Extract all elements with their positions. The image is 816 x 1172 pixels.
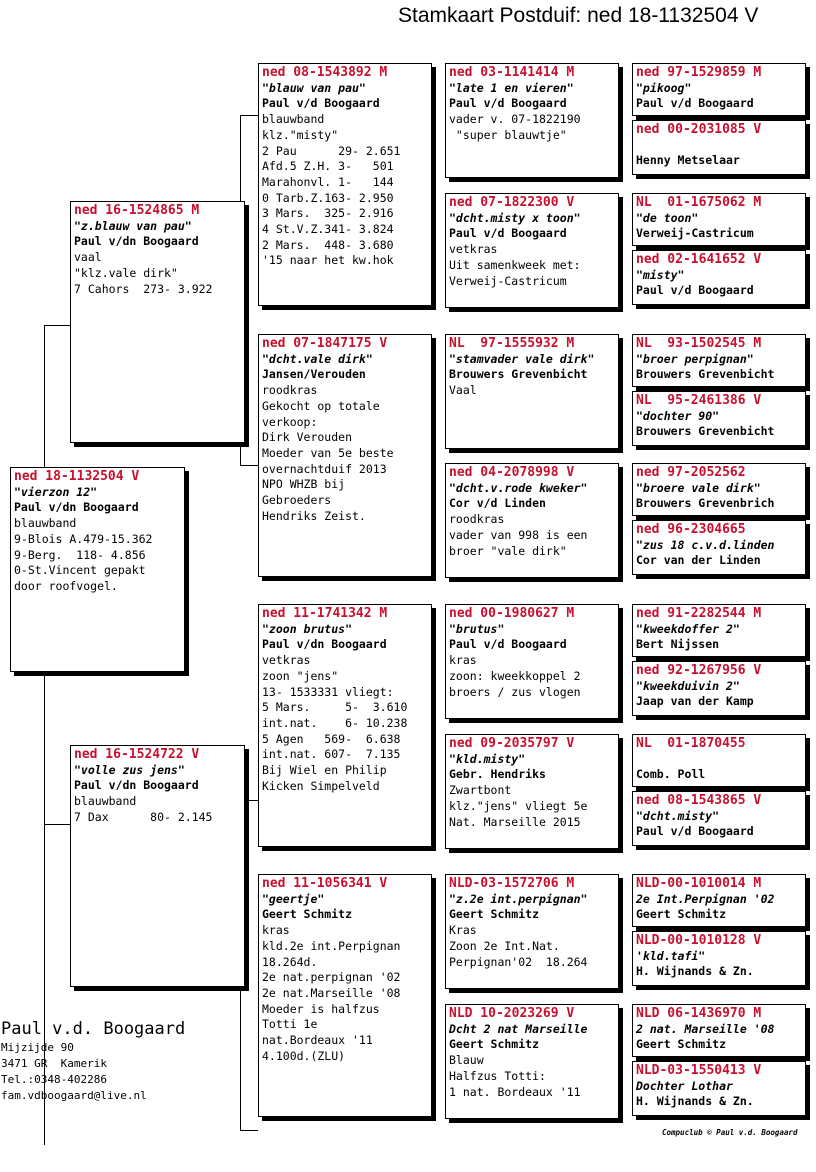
pigeon-name: "kld.misty" [449, 751, 526, 766]
connector-line [240, 465, 258, 466]
connector-line [44, 824, 70, 825]
note-line: Afd.5 Z.H. 3- 501 [262, 159, 394, 174]
note-line: door roofvogel. [14, 578, 118, 593]
note-line: Zwartbont [449, 783, 512, 798]
note-line: Bij Wiel en Philip [262, 763, 387, 778]
owner-name: Brouwers Grevenbicht [636, 424, 775, 439]
owner-name: H. Wijnands & Zn. [636, 964, 754, 979]
note-line: vader v. 07-1822190 [449, 112, 581, 127]
ring-number: ned 91-2282544 M [636, 606, 762, 621]
connector-line [620, 85, 621, 140]
pigeon-name: "volle zus jens" [74, 762, 185, 777]
note-line: blauwband [14, 516, 77, 531]
connector-line [620, 770, 621, 810]
breeder-name: Paul v.d. Boogaard [1, 1019, 186, 1039]
owner-name: Brouwers Grevenbicht [636, 367, 775, 382]
pigeon-card-ancestor [632, 334, 806, 387]
owner-name: Geert Schmitz [262, 907, 353, 922]
note-line: 2e nat.Marseille '08 [262, 985, 401, 1000]
ring-number: NL 93-1502545 M [636, 336, 762, 351]
note-line: 0 Tarb.Z.163- 2.950 [262, 190, 394, 205]
ring-number: NLD 06-1436970 M [636, 1006, 762, 1021]
note-line: vaal [74, 250, 102, 265]
note-line: 4.100d.(ZLU) [262, 1048, 346, 1063]
pigeon-name: "broer perpignan" [636, 351, 754, 366]
note-line: overnachtduif 2013 [262, 461, 387, 476]
ring-number: ned 11-1056341 V [262, 876, 388, 891]
owner-name: Paul v/d Boogaard [636, 283, 754, 298]
pigeon-card-ancestor [632, 520, 806, 575]
owner-name: Henny Metselaar [636, 153, 740, 168]
note-line: Blauw [449, 1053, 484, 1068]
note-line: vetkras [262, 653, 311, 668]
note-line: Totti 1e [262, 1017, 318, 1032]
note-line: Nat. Marseille 2015 [449, 814, 581, 829]
pigeon-name: "late 1 en vieren" [449, 80, 574, 95]
ring-number: ned 08-1543892 M [262, 65, 388, 80]
pigeon-card-great-grandparent [445, 463, 619, 578]
ring-number: ned 96-2304665 [636, 522, 746, 537]
pigeon-card-grandparent [258, 874, 432, 1117]
note-line: 2e nat.perpignan '02 [262, 970, 401, 985]
connector-line [240, 1130, 258, 1131]
note-line: 9-Blois A.479-15.362 [14, 531, 153, 546]
ring-number: NLD-00-1010128 V [636, 933, 762, 948]
note-line: vader van 998 is een [449, 527, 588, 542]
ring-number: ned 07-1822300 V [449, 195, 575, 210]
owner-name: Bert Nijssen [636, 637, 720, 652]
note-line: int.nat. 607- 7.135 [262, 747, 401, 762]
owner-name: Paul v/d Boogaard [636, 824, 754, 839]
pigeon-card-ancestor [632, 193, 806, 246]
note-line: 9-Berg. 118- 4.856 [14, 547, 146, 562]
note-line: 7 Dax 80- 2.145 [74, 809, 213, 824]
note-line: "super blauwtje" [449, 127, 567, 142]
note-line: 0-St.Vincent gepakt [14, 563, 146, 578]
pigeon-name: "de toon" [636, 210, 699, 225]
note-line: Gekocht op totale [262, 398, 380, 413]
ring-number: ned 18-1132504 V [14, 469, 140, 484]
connector-line [44, 325, 70, 326]
owner-name: Brouwers Grevenbicht [449, 367, 588, 382]
note-line: 13- 1533331 vliegt: [262, 684, 394, 699]
note-line: kras [449, 653, 477, 668]
pigeon-card-ancestor [632, 63, 806, 116]
pigeon-card-ancestor [632, 734, 806, 787]
note-line: broers / zus vlogen [449, 684, 581, 699]
note-line: 3 Mars. 325- 2.916 [262, 206, 394, 221]
pigeon-card-ancestor [632, 391, 806, 446]
note-line: Moeder is halfzus [262, 1001, 380, 1016]
breeder-address [1, 1018, 185, 1104]
ring-number: ned 16-1524722 V [74, 747, 200, 762]
note-line: Gebroeders [262, 493, 332, 508]
pigeon-name: "kweekdoffer 2" [636, 621, 740, 636]
owner-name: Verweij-Castricum [636, 226, 754, 241]
pigeon-name: "dcht.v.rode kweker" [449, 480, 588, 495]
note-line: blauwband [74, 794, 137, 809]
pigeon-name: "dcht.vale dirk" [262, 351, 373, 366]
note-line: NPO WHZB bij [262, 477, 346, 492]
note-line: "klz.vale dirk" [74, 265, 178, 280]
owner-name: Paul v/d Boogaard [449, 226, 567, 241]
ring-number: NL 95-2461386 V [636, 393, 762, 408]
owner-name: Paul v/dn Boogaard [14, 500, 139, 515]
pigeon-card-grandparent [258, 604, 432, 847]
ring-number: ned 02-1641652 V [636, 252, 762, 267]
ring-number: ned 04-2078998 V [449, 465, 575, 480]
note-line: 1 nat. Bordeaux '11 [449, 1084, 581, 1099]
note-line: roodkras [262, 383, 318, 398]
pigeon-name: "zus 18 c.v.d.linden [636, 537, 775, 552]
pigeon-card-great-grandparent [445, 734, 619, 849]
pigeon-card-father [70, 201, 245, 443]
note-line: int.nat. 6- 10.238 [262, 715, 408, 730]
pigeon-name: "z.2e int.perpignan" [449, 891, 588, 906]
pigeon-name: "pikoog" [636, 80, 692, 95]
note-line: nat.Bordeaux '11 [262, 1033, 373, 1048]
owner-name: Paul v/d Boogaard [449, 96, 567, 111]
owner-name: Geert Schmitz [449, 907, 540, 922]
pigeon-card-subject [10, 467, 185, 672]
copyright-notice: Compuclub © Paul v.d. Boogaard [662, 1128, 798, 1137]
note-line: Hendriks Zeist. [262, 508, 366, 523]
connector-line [620, 900, 621, 955]
ring-number: ned 07-1847175 V [262, 336, 388, 351]
pigeon-name: "blauw van pau" [262, 80, 366, 95]
owner-name: Geert Schmitz [636, 1037, 727, 1052]
note-line: 5 Mars. 5- 3.610 [262, 700, 408, 715]
owner-name: Gebr. Hendriks [449, 767, 546, 782]
connector-line [620, 630, 621, 685]
pigeon-card-ancestor [632, 874, 806, 927]
note-line: klz."misty" [262, 127, 339, 142]
note-line: 2 Pau 29- 2.651 [262, 143, 401, 158]
owner-name: Brouwers Grevenbrich [636, 496, 775, 511]
pigeon-card-great-grandparent [445, 63, 619, 178]
note-line: zoon "jens" [262, 668, 339, 683]
note-line: Moeder van 5e beste [262, 445, 394, 460]
pigeon-name: 'kld.tafi" [636, 948, 706, 963]
note-line: '15 naar het kw.hok [262, 253, 394, 268]
owner-name: Paul v/dn Boogaard [74, 778, 199, 793]
owner-name: Cor van der Linden [636, 553, 761, 568]
connector-line [240, 115, 258, 116]
note-line: Uit samenkweek met: [449, 257, 581, 272]
note-line: Verweij-Castricum [449, 273, 567, 288]
note-line: Kicken Simpelveld [262, 778, 380, 793]
ring-number: ned 11-1741342 M [262, 606, 388, 621]
ring-number: ned 92-1267956 V [636, 663, 762, 678]
pigeon-card-grandparent [258, 334, 432, 577]
ring-number: ned 03-1141414 M [449, 65, 575, 80]
connector-line [620, 475, 621, 530]
breeder-phone: Tel.:0348-402286 [1, 1073, 107, 1086]
ring-number: NLD 10-2023269 V [449, 1006, 575, 1021]
owner-name: Paul v/dn Boogaard [262, 637, 387, 652]
pigeon-name: "kweekduivin 2" [636, 678, 740, 693]
pigeon-name [636, 752, 802, 768]
pigeon-name: "dcht.misty x toon" [449, 210, 581, 225]
note-line: verkoop: [262, 414, 318, 429]
ring-number: ned 16-1524865 M [74, 203, 200, 218]
note-line: roodkras [449, 512, 505, 527]
note-line: vetkras [449, 242, 498, 257]
note-line: Kras [449, 923, 477, 938]
note-line: 5 Agen 569- 6.638 [262, 731, 401, 746]
breeder-city: 3471 GR Kamerik [1, 1057, 107, 1070]
pigeon-name: "broere vale dirk" [636, 480, 761, 495]
owner-name: Geert Schmitz [449, 1037, 540, 1052]
pigeon-card-ancestor [632, 1061, 806, 1116]
owner-name: H. Wijnands & Zn. [636, 1094, 754, 1109]
owner-name: Comb. Poll [636, 767, 706, 782]
connector-line [620, 1030, 621, 1085]
page-title: Stamkaart Postduif: ned 18-1132504 V [398, 4, 759, 27]
note-line: blauwband [262, 112, 325, 127]
connector-line [620, 215, 621, 270]
pigeon-card-mother [70, 745, 245, 987]
pigeon-card-ancestor [632, 250, 806, 305]
note-line: 2 Mars. 448- 3.680 [262, 237, 394, 252]
owner-name: Paul v/d Boogaard [262, 96, 380, 111]
note-line: zoon: kweekkoppel 2 [449, 668, 581, 683]
pigeon-card-great-grandparent [445, 334, 619, 449]
pigeon-card-ancestor [632, 931, 806, 986]
pigeon-card-great-grandparent [445, 193, 619, 308]
ring-number: NL 01-1870455 [636, 736, 746, 751]
pigeon-name [636, 138, 802, 154]
pigeon-name: "brutus" [449, 621, 505, 636]
note-line: Marahonvl. 1- 144 [262, 174, 394, 189]
pigeon-name: 2e Int.Perpignan '02 [636, 891, 775, 906]
pigeon-name: Dochter Lothar [636, 1078, 733, 1093]
note-line: broer "vale dirk" [449, 543, 567, 558]
pigeon-card-grandparent [258, 63, 432, 306]
note-line: Vaal [449, 383, 477, 398]
pigeon-name: "z.blauw van pau" [74, 218, 192, 233]
note-line: 18.264d. [262, 954, 318, 969]
ring-number: NLD-03-1550413 V [636, 1063, 762, 1078]
owner-name: Geert Schmitz [636, 907, 727, 922]
ring-number: ned 08-1543865 V [636, 793, 762, 808]
note-line: 4 St.V.Z.341- 3.824 [262, 222, 394, 237]
owner-name: Paul v/d Boogaard [636, 96, 754, 111]
pigeon-name: "dcht.misty" [636, 808, 720, 823]
pigeon-name: Dcht 2 nat Marseille [449, 1021, 588, 1036]
note-line: Dirk Verouden [262, 430, 353, 445]
ring-number: ned 97-1529859 M [636, 65, 762, 80]
pigeon-card-great-grandparent [445, 604, 619, 719]
note-line: klz."jens" vliegt 5e [449, 798, 588, 813]
pigeon-card-ancestor [632, 661, 806, 716]
ring-number: NLD-03-1572706 M [449, 876, 575, 891]
owner-name: Jansen/Verouden [262, 367, 366, 382]
pigeon-card-ancestor [632, 1004, 806, 1057]
note-line: Perpignan'02 18.264 [449, 954, 588, 969]
breeder-street: Mijzijde 90 [1, 1041, 74, 1054]
owner-name: Cor v/d Linden [449, 496, 546, 511]
pigeon-name: 2 nat. Marseille '08 [636, 1021, 775, 1036]
pigeon-name: "stamvader vale dirk" [449, 351, 595, 366]
owner-name: Paul v/dn Boogaard [74, 234, 199, 249]
note-line: Zoon 2e Int.Nat. [449, 938, 560, 953]
note-line: kld.2e int.Perpignan [262, 938, 401, 953]
pigeon-card-great-grandparent [445, 1004, 619, 1119]
owner-name: Paul v/d Boogaard [449, 637, 567, 652]
note-line: Halfzus Totti: [449, 1068, 546, 1083]
pigeon-name: "geertje" [262, 891, 325, 906]
ring-number: NL 97-1555932 M [449, 336, 575, 351]
breeder-email[interactable]: fam.vdboogaard@live.nl [1, 1089, 147, 1102]
pigeon-card-ancestor [632, 120, 806, 175]
owner-name: Jaap van der Kamp [636, 694, 754, 709]
ring-number: NL 01-1675062 M [636, 195, 762, 210]
ring-number: NLD-00-1010014 M [636, 876, 762, 891]
note-line: 7 Cahors 273- 3.922 [74, 281, 213, 296]
pigeon-name: "dochter 90" [636, 408, 720, 423]
pigeon-name: "vierzon 12" [14, 484, 98, 499]
pigeon-name: "zoon brutus" [262, 621, 353, 636]
ring-number: ned 97-2052562 [636, 465, 746, 480]
pigeon-card-great-grandparent [445, 874, 619, 989]
pigeon-name: "misty" [636, 267, 685, 282]
pigeon-card-ancestor [632, 604, 806, 657]
ring-number: ned 00-2031085 V [636, 122, 762, 137]
ring-number: ned 09-2035797 V [449, 736, 575, 751]
ring-number: ned 00-1980627 M [449, 606, 575, 621]
pigeon-card-ancestor [632, 463, 806, 516]
note-line: kras [262, 923, 290, 938]
pigeon-card-ancestor [632, 791, 806, 846]
connector-line [620, 345, 621, 400]
